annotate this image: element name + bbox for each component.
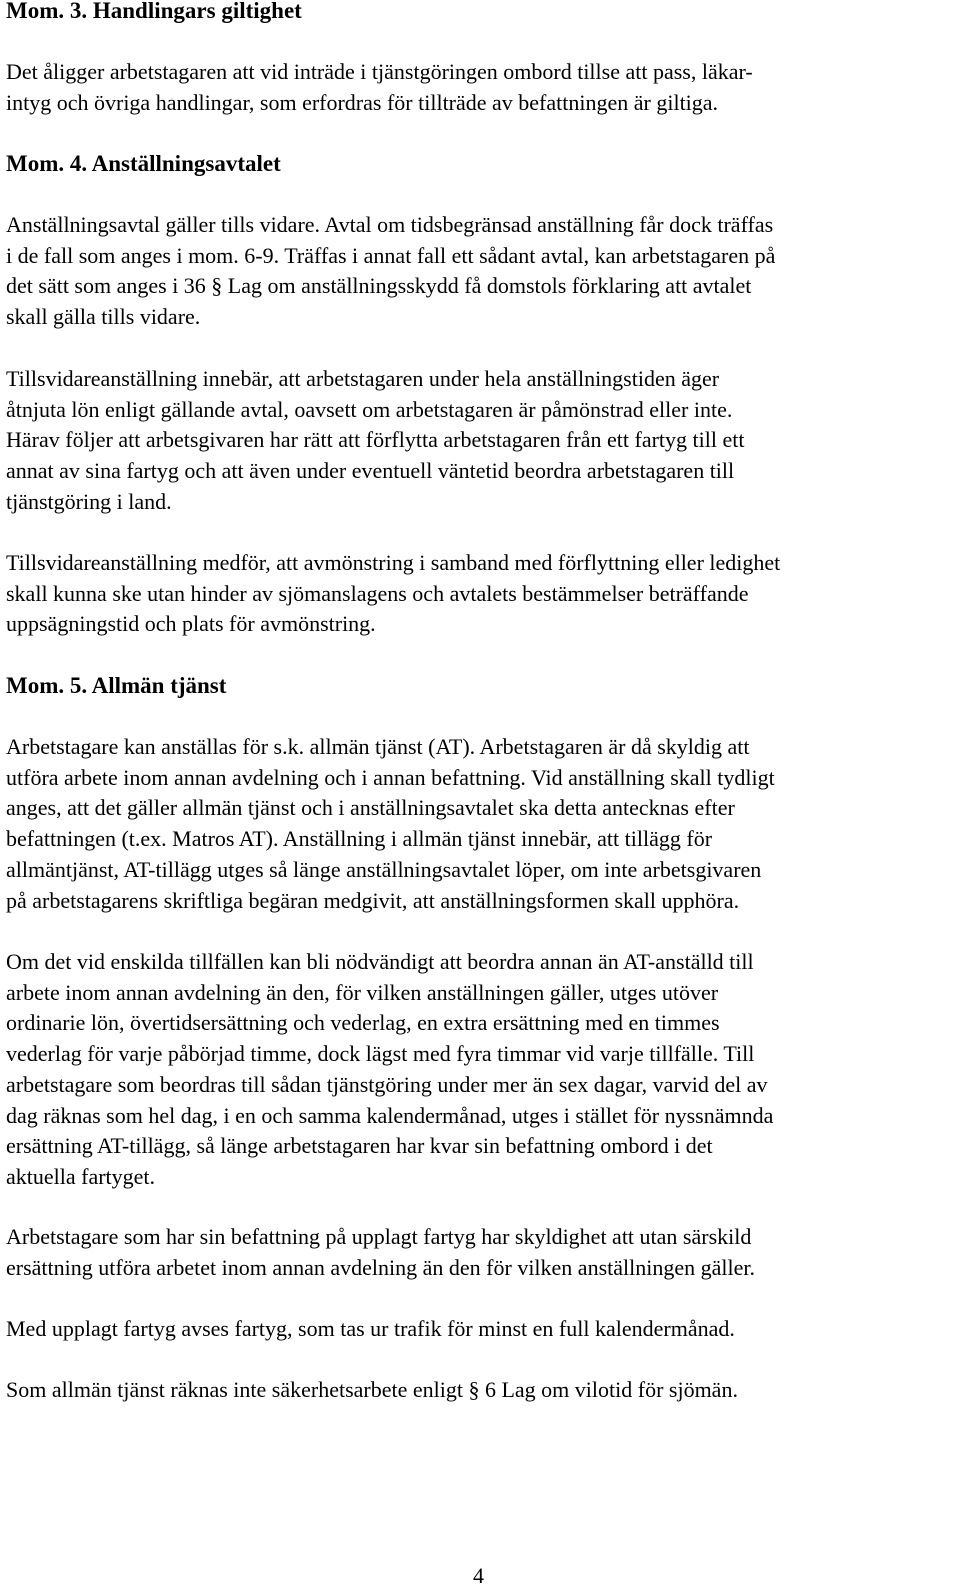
- paragraph-mom-5-5: Som allmän tjänst räknas inte säkerhetsarbete enligt § 6 Lag om vilotid för sjömän.: [6, 1377, 738, 1402]
- paragraph-mom-5-2: Om det vid enskilda tillfällen kan bli nödvändigt att beordra annan än AT-anställd till arbete inom annan avdelning än den, för vilken anställningen gäller, utges utöver ordinarie lön, övertidsersättning och vederlag, en extra ersättning med en timmes vederlag för varje påbörjad timme, dock lägst med fyra timmar vid varje tillfälle. Till arbetstagare som beordras till sådan tjänstgöring under mer än sex dagar, varvid del av dag räknas som hel dag, i en och samma kalendermånad, utges i stället för nyssnämnda ersättning AT-tillägg, så länge arbetstagaren har kvar sin befattning ombord i det aktuella fartyget.: [6, 949, 774, 1189]
- paragraph-mom-5-1: Arbetstagare kan anställas för s.k. allmän tjänst (AT). Arbetstagaren är då skyldig att utföra arbete inom annan avdelning och i annan befattning. Vid anställning skall tydligt anges, att det gäller allmän tjänst och i anställningsavtalet ska detta antecknas efter befattningen (t.ex. Matros AT). Anställning i allmän tjänst innebär, att tillägg för allmäntjänst, AT-tillägg utges så länge anställningsavtalet löper, om inte arbetsgivaren på arbetstagarens skriftliga begäran medgivit, att anställningsformen skall upphöra.: [6, 734, 775, 913]
- section-heading-mom-3: Mom. 3. Handlingars giltighet: [6, 0, 302, 23]
- paragraph-mom-4-3: Tillsvidareanställning medför, att avmönstring i samband med förflyttning eller ledighet skall kunna ske utan hinder av sjömanslagens och avtalets bestämmelser beträffande uppsägningstid och plats för avmönstring.: [6, 550, 781, 637]
- paragraph-mom-5-3: Arbetstagare som har sin befattning på upplagt fartyg har skyldighet att utan särskild ersättning utföra arbetet inom annan avdelning än den för vilken anställningen gäller.: [6, 1224, 755, 1280]
- paragraph-mom-5-4: Med upplagt fartyg avses fartyg, som tas ur trafik för minst en full kalendermånad.: [6, 1316, 735, 1341]
- paragraph-mom-4-2: Tillsvidareanställning innebär, att arbetstagaren under hela anställningstiden äger åtnjuta lön enligt gällande avtal, oavsett om arbetstagaren är påmönstrad eller inte. Härav följer att arbetsgivaren har rätt att förflytta arbetstagaren från ett fartyg till ett annat av sina fartyg och att även under eventuell väntetid beordra arbetstagaren till tjänstgöring i land.: [6, 366, 745, 514]
- page-number: 4: [473, 1563, 484, 1588]
- paragraph-mom-3-1: Det åligger arbetstagaren att vid inträde i tjänstgöringen ombord tillse att pass, läkar- intyg och övriga handlingar, som erfordras för tillträde av befattningen är giltiga.: [6, 59, 753, 115]
- section-heading-mom-5: Mom. 5. Allmän tjänst: [6, 673, 227, 698]
- section-heading-mom-4: Mom. 4. Anställningsavtalet: [6, 151, 281, 176]
- paragraph-mom-4-1: Anställningsavtal gäller tills vidare. Avtal om tidsbegränsad anställning får dock träffas i de fall som anges i mom. 6-9. Träffas i annat fall ett sådant avtal, kan arbetstagaren på det sätt som anges i 36 § Lag om anställningsskydd få domstols förklaring att avtalet skall gälla tills vidare.: [6, 212, 776, 330]
